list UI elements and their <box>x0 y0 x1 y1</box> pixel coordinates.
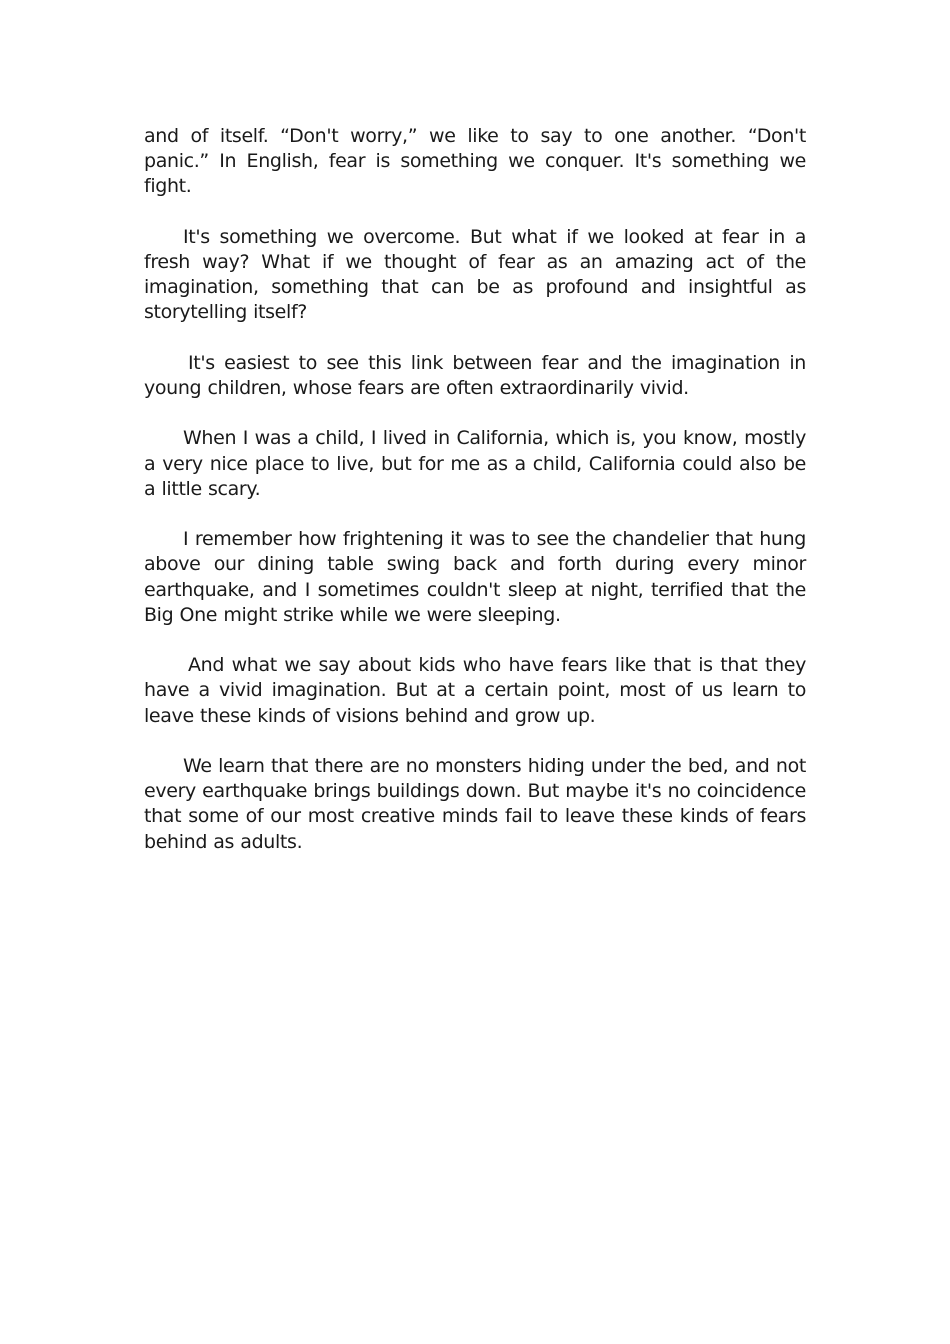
paragraph-6: And what we say about kids who have fears like that is that they have a vivid imagination. But at a certain point, most of us learn to leave these kinds of visions behind and grow up. <box>144 654 806 727</box>
paragraph-4: When I was a child, I lived in California, which is, you know, mostly a very nice place to live, but for me as a child, California could also be a little scary. <box>144 427 806 500</box>
paragraph-3: It's easiest to see this link between fear and the imagination in young children, whose fears are often extraordinarily vivid. <box>144 351 806 399</box>
document-page <box>144 124 806 880</box>
paragraph-5: I remember how frightening it was to see the chandelier that hung above our dining table swing back and forth during every minor earthquake, and I sometimes couldn't sleep at night, terrified that the Big One might strike while we were sleeping. <box>144 528 806 626</box>
paragraph-7: We learn that there are no monsters hiding under the bed, and not every earthquake brings buildings down. But maybe it's no coincidence that some of our most creative minds fail to leave these kinds of fears behind as adults. <box>144 754 806 853</box>
paragraph-1: and of itself. “Don't worry,” we like to say to one another. “Don't panic.” In English, fear is something we conquer. It's something we fight. <box>144 125 806 198</box>
paragraph-2: It's something we overcome. But what if we looked at fear in a fresh way? What if we thought of fear as an amazing act of the imagination, something that can be as profound and insightful as storytelling itself? <box>144 225 806 324</box>
